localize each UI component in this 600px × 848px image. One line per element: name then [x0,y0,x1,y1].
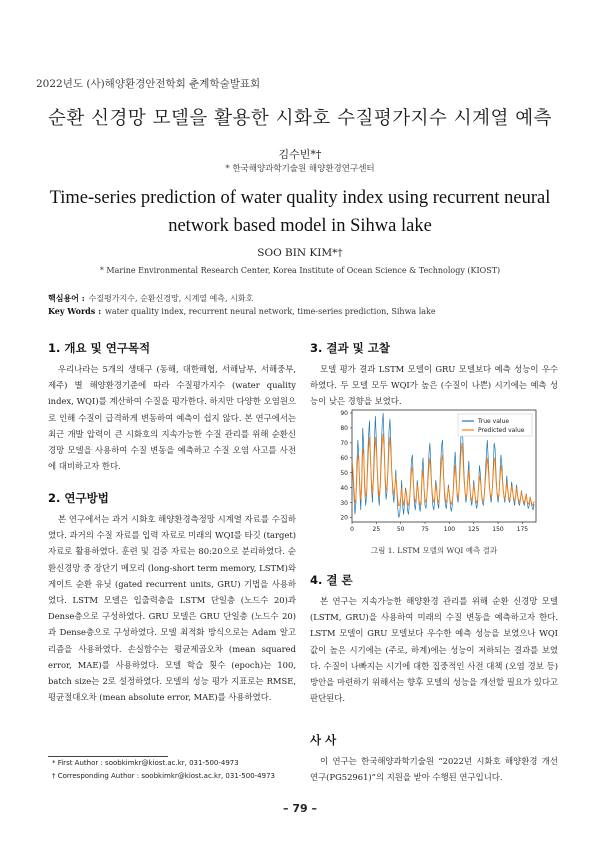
x-tick-label: 100 [443,526,456,533]
y-tick-label: 50 [340,469,348,477]
keywords-english [48,306,568,316]
section-1-body: 우리나라는 5개의 생태구 (동해, 대한해협, 서해남부, 서해중부, 제주) 별 해양환경기준에 따라 수질평가지수 (water quality index, WQI)를 계산하여 수질을 평가한다. 하지만 다양한 오염원으로 인해 수질이 급격하게 변동하여 예측이 쉽지 않다. 본 연구에서는 최근 개발 압력이 큰 시화호의 지속가능한 수질 관리를 위해 순환신경망 모델을 사용하여 수질 변동을 예측하고 수질 오염 사고를 사전에 대비하고자 한다. [48,364,296,472]
section-3-body: 모델 평가 결과 LSTM 모델이 GRU 모델보다 예측 성능이 우수하였다. 두 모델 모두 WQI가 높은 (수질이 나쁜) 시기에는 예측 성능이 낮은 경향을 보였다. [310,364,558,407]
legend-label: Predicted value [478,427,525,435]
x-tick-label: 175 [516,526,529,533]
affiliation-english: * Marine Environmental Research Center, Korea Institute of Ocean Science & Technology (KIOST) [99,266,501,275]
y-tick-label: 70 [340,440,348,448]
conference-header: 2022년도 (사)해양환경안전학회 춘계학술발표회 [36,78,261,90]
title-korean: 순환 신경망 모델을 활용한 시화호 수질평가지수 시계열 예측 [48,108,552,129]
section-1 [48,340,296,474]
title-english: Time-series prediction of water quality index using recurrent neural network based model in Sihwa lake [49,188,551,236]
y-tick-label: 80 [340,425,348,433]
footnote-corresponding-author: † Corresponding Author : soobkimkr@kiost.ac.kr, 031-500-4973 [52,772,275,780]
section-3-title: 3. 결과 및 고찰 [310,341,390,355]
legend-label: True value [478,418,510,426]
section-4-body: 본 연구는 지속가능한 해양환경 관리를 위해 순환 신경망 모델 (LSTM, GRU)을 사용하여 미래의 수질 변동을 예측하고자 한다. LSTM 모델이 GRU 모델보다 우수한 예측 성능을 보였으나 WQI 값이 높은 시기에는 (주로, 하계)에는 성능이 저하되는 결과를 보였다. 수질이 나빠지는 시기에 대한 집중적인 사전 대책 (오염 경보 등) 방안을 마련하기 위해서는 향후 모델의 성능을 개선할 필요가 있다고 판단된다. [310,596,558,704]
y-tick-label: 30 [340,499,348,507]
section-4-title: 4. 결 론 [310,573,353,587]
author-english: SOO BIN KIM*† [257,247,343,259]
wqi-prediction-chart [330,404,542,536]
keywords-english-label: Key Words : [48,306,102,316]
figure-caption: 그림 1. LSTM 모델의 WQI 예측 결과 [370,546,498,555]
acknowledgement [310,732,558,785]
section-1-title: 1. 개요 및 연구목적 [48,341,151,355]
page-number: – 79 – [283,802,317,815]
section-2-title: 2. 연구방법 [48,491,109,505]
y-tick-label: 40 [340,484,348,492]
section-2-body: 본 연구에서는 과거 시화호 해양환경측정망 시계열 자료를 수집하였다. 과거의 수질 자료를 입력 자료로 미래의 WQI를 타깃 (target) 자료로 활용하였다. 훈련 및 검증 자료는 80:20으로 분리하였다. 순환신경망 중 장단기 메모리 (long-short term memory, LSTM)와 게이트 순환 유닛 (gated recurrent units, GRU) 기법을 사용하였다. LSTM 모델은 입출력층을 LSTM 단일층 (노드수 20)과 Dense층으로 구성하였다. GRU 모델은 GRU 단일층 (노드수 20)과 Dense층으로 구성하였다. 모델 최적화 방식으로는 Adam 알고리즘을 사용하였다. 손실함수는 평균제곱오차 (mean squared error, MAE)를 사용하였다. 모델 학습 횟수 (epoch)는 100, batch size는 2로 설정하였다. 모델의 성능 평가 지표로는 RMSE, 평균절대오차 (mean absolute error, MAE)를 사용하였다. [48,514,296,703]
x-tick-label: 0 [350,526,354,533]
keywords-english-text: water quality index, recurrent neural network, time-series prediction, Sihwa lake [105,307,436,316]
x-tick-label: 50 [396,526,405,533]
acknowledgement-body: 이 연구는 한국해양과학기술원 “2022년 시화호 해양환경 개선 연구(PG52961)”의 지원을 받아 수행된 연구입니다. [310,756,558,783]
x-tick-label: 75 [421,526,429,533]
acknowledgement-title: 사 사 [310,733,337,747]
author-korean: 김수빈*† [278,148,322,161]
section-2 [48,490,296,705]
x-tick-label: 25 [372,526,381,533]
keywords-korean-label: 핵심용어 : [48,293,85,303]
x-tick-label: 125 [467,526,480,533]
y-tick-label: 90 [340,410,348,418]
y-tick-label: 60 [340,454,348,462]
footnote-first-author: * First Author : soobkimkr@kiost.ac.kr, 031-500-4973 [52,759,239,767]
keywords-korean [48,293,568,304]
affiliation-korean: * 한국해양과학기술원 해양환경연구센터 [225,164,375,174]
y-tick-label: 20 [340,514,348,522]
footnote-rule [48,756,168,757]
section-3 [310,340,558,410]
section-4 [310,572,558,706]
x-tick-label: 150 [492,526,504,533]
keywords-korean-text: 수질평가지수, 순환신경망, 시계열 예측, 시화호 [88,294,254,303]
